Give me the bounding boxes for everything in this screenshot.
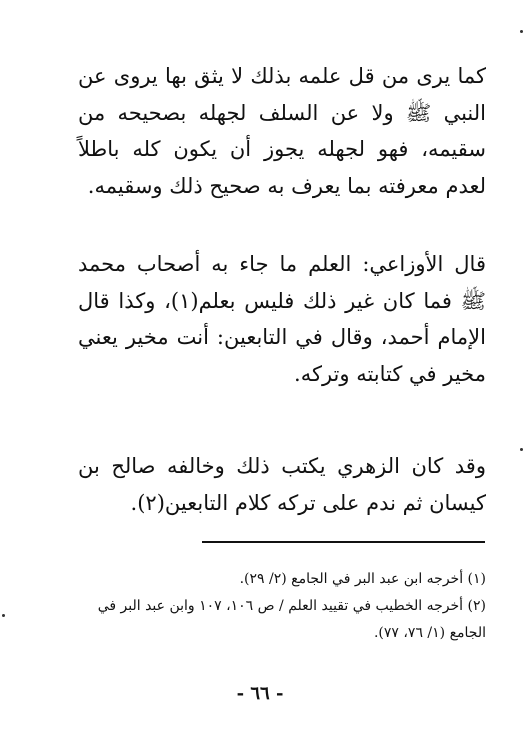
scan-speck — [520, 30, 523, 33]
page-number: - ٦٦ - — [236, 683, 284, 704]
footnote-1: (١) أخرجه ابن عبد البر في الجامع (٢/ ٢٩). — [239, 571, 486, 587]
scan-speck — [520, 448, 523, 451]
footnote-separator — [202, 541, 485, 543]
body-paragraph-3: وقد كان الزهري يكتب ذلك وخالفه صالح بن كيسان ثم ندم على تركه كلام التابعين(٢). — [78, 454, 486, 515]
body-paragraph-1: كما يرى من قل علمه بذلك لا يثق بها يروى عن النبي ﷺ ولا عن السلف لجهله بصحيحه من سقيمه، فهو لجهله يجوز أن يكون كله باطلاً لعدم معرفته بما يعرف به صحيح ذلك وسقيمه. — [78, 64, 486, 198]
scan-speck — [2, 614, 5, 617]
footnotes-list — [78, 566, 486, 647]
body-paragraph-2: قال الأوزاعي: العلم ما جاء به أصحاب محمد ﷺ فما كان غير ذلك فليس بعلم(١)، وكذا قال الإمام أحمد، وقال في التابعين: أنت مخير يعني مخير في كتابته وتركه. — [78, 252, 487, 386]
footnote-2: (٢) أخرجه الخطيب في تقييد العلم / ص ١٠٦، ١٠٧ وابن عبد البر في الجامع (١/ ٧٦، ٧٧). — [97, 598, 486, 641]
